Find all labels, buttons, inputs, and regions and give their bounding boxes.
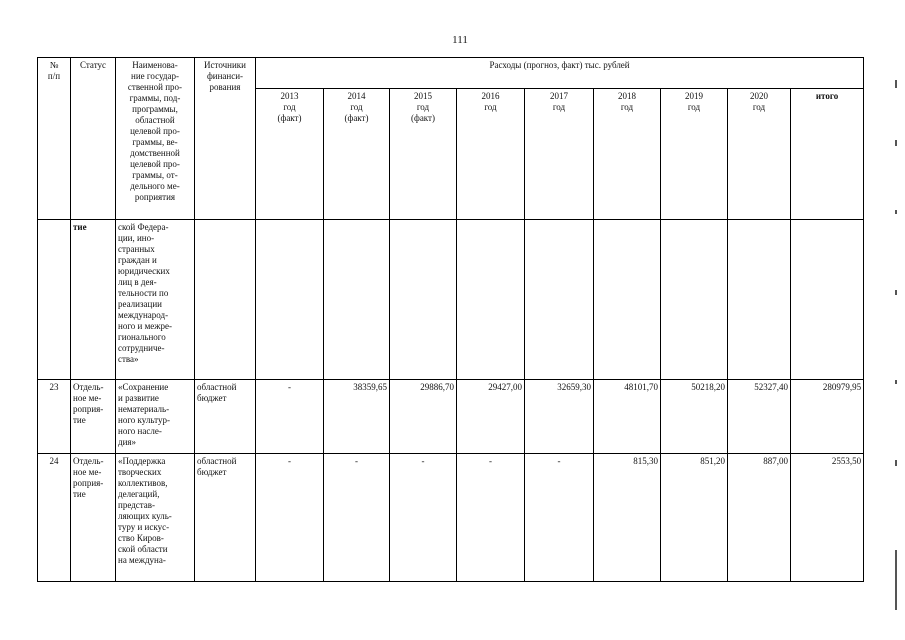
row-name: «Поддержка творческих коллективов, делегаций, представ- ляющих куль- туру и искус- ство Киров- ской области на междуна- xyxy=(116,454,195,582)
row-value: 48101,70 xyxy=(594,380,661,454)
col-header-expenses: Расходы (прогноз, факт) тыс. рублей xyxy=(256,58,864,89)
row-value: - xyxy=(457,454,525,582)
row-value: 38359,65 xyxy=(324,380,390,454)
row-value: - xyxy=(256,380,324,454)
col-header-year: 2019 год xyxy=(661,89,728,220)
col-header-year: 2013 год (факт) xyxy=(256,89,324,220)
page-number: 111 xyxy=(452,34,468,46)
row-value: 29886,70 xyxy=(390,380,457,454)
table-row xyxy=(38,380,864,454)
col-header-year: 2018 год xyxy=(594,89,661,220)
row-value: 29427,00 xyxy=(457,380,525,454)
row-value xyxy=(728,220,791,380)
col-header-year: 2017 год xyxy=(525,89,594,220)
row-value: - xyxy=(324,454,390,582)
row-value xyxy=(457,220,525,380)
col-header-name: Наименова- ние государ- ственной про- граммы, под- программы, областной целевой про- граммы, ве- домственной целевой про- граммы, от- дельного ме- роприятия xyxy=(116,58,195,220)
row-name: «Сохранение и развитие нематериаль- ного культур- ного насле- дия» xyxy=(116,380,195,454)
row-value: 52327,40 xyxy=(728,380,791,454)
row-value xyxy=(594,220,661,380)
row-value xyxy=(525,220,594,380)
row-value: 280979,95 xyxy=(791,380,864,454)
header-row-1 xyxy=(38,58,864,89)
col-header-total: итого xyxy=(791,89,864,220)
row-value xyxy=(256,220,324,380)
col-header-year: 2014 год (факт) xyxy=(324,89,390,220)
row-value: 887,00 xyxy=(728,454,791,582)
col-header-source: Источники финанси- рования xyxy=(195,58,256,220)
row-value xyxy=(390,220,457,380)
row-value xyxy=(791,220,864,380)
col-header-year: 2015 год (факт) xyxy=(390,89,457,220)
budget-table xyxy=(37,57,864,582)
row-source: областной бюджет xyxy=(195,380,256,454)
row-value: 50218,20 xyxy=(661,380,728,454)
row-source xyxy=(195,220,256,380)
table-row xyxy=(38,220,864,380)
row-number xyxy=(38,220,71,380)
row-value: 815,30 xyxy=(594,454,661,582)
row-value: - xyxy=(525,454,594,582)
col-header-year: 2016 год xyxy=(457,89,525,220)
row-value: 2553,50 xyxy=(791,454,864,582)
row-source: областной бюджет xyxy=(195,454,256,582)
row-value: 851,20 xyxy=(661,454,728,582)
row-status: тие xyxy=(71,220,116,380)
row-value xyxy=(661,220,728,380)
table-row xyxy=(38,454,864,582)
col-header-year: 2020 год xyxy=(728,89,791,220)
row-value: 32659,30 xyxy=(525,380,594,454)
row-value: - xyxy=(390,454,457,582)
row-value xyxy=(324,220,390,380)
row-number: 24 xyxy=(38,454,71,582)
row-status: Отдель- ное ме- роприя- тие xyxy=(71,380,116,454)
row-name: ской Федера- ции, ино- странных граждан и юридических лиц в дея- тельности по реализации международ- ного и межре- гионального сотрудниче- ства» xyxy=(116,220,195,380)
col-header-number: № п/п xyxy=(38,58,71,220)
col-header-status: Статус xyxy=(71,58,116,220)
row-status: Отдель- ное ме- роприя- тие xyxy=(71,454,116,582)
scan-edge-marks xyxy=(895,80,899,620)
row-number: 23 xyxy=(38,380,71,454)
row-value: - xyxy=(256,454,324,582)
